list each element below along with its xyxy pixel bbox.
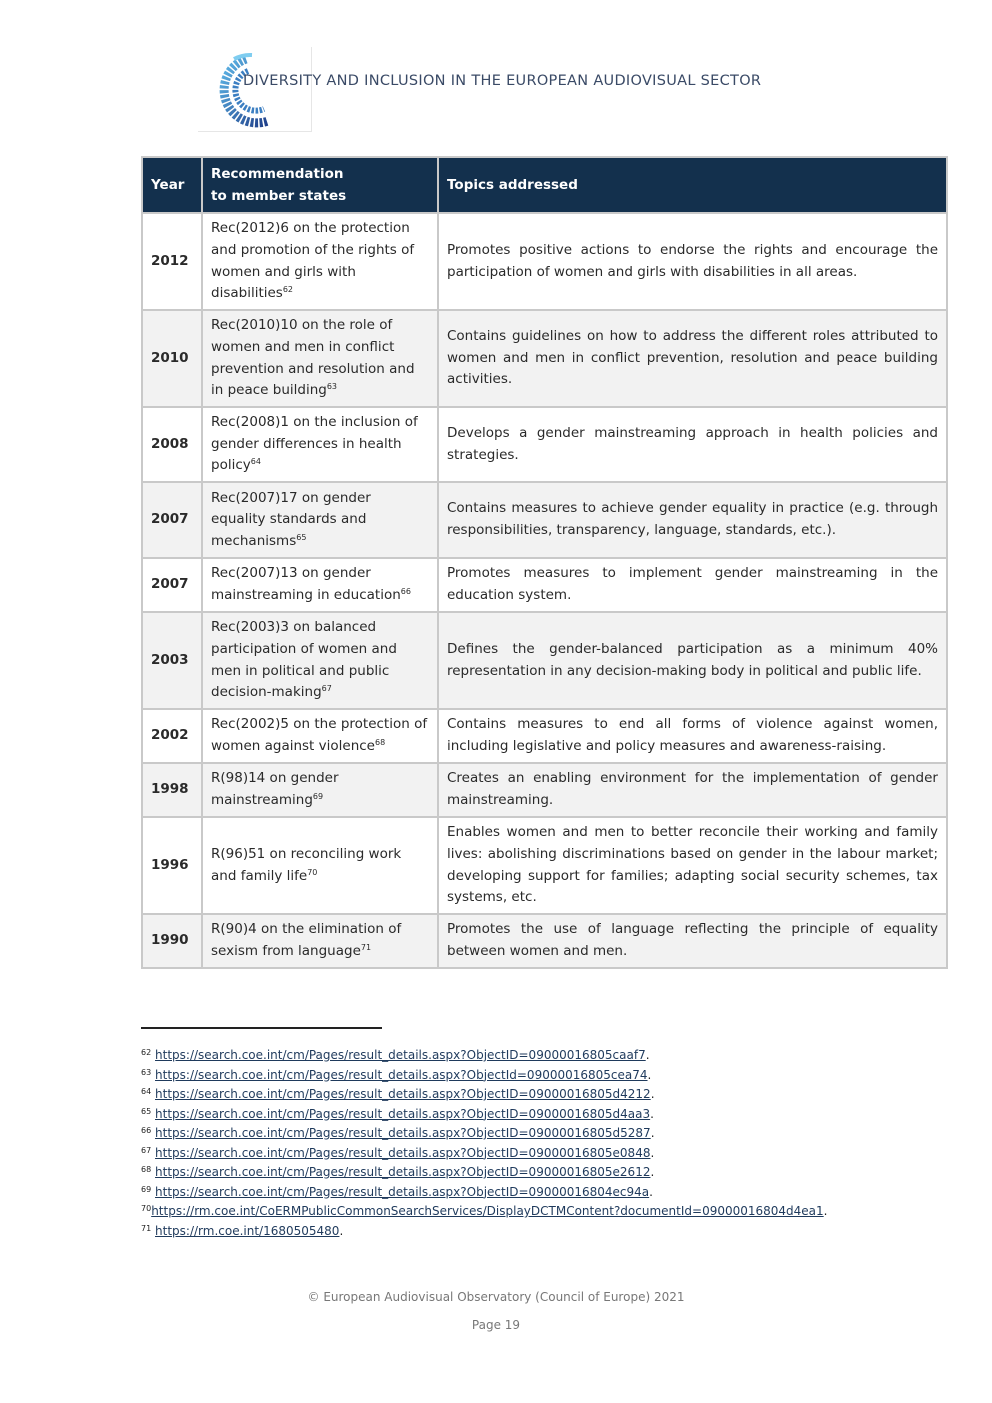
footnote — [141, 1222, 861, 1242]
footnote-number: 65 — [141, 1106, 152, 1116]
row-topic: Enables women and men to better reconcile their working and family lives: abolishing discriminations based on gender in the labour market; developing support for families; adapting social security schemes, tax systems, etc. — [438, 817, 947, 914]
footnote-link[interactable]: https://search.coe.int/cm/Pages/result_details.aspx?ObjectID=09000016805d4aa3 — [155, 1106, 651, 1121]
row-recommendation — [202, 213, 438, 310]
row-year: 2002 — [142, 709, 202, 763]
table-row — [142, 482, 947, 558]
recommendation-text: R(98)14 on gender mainstreaming — [211, 770, 339, 808]
footnote — [141, 1144, 861, 1164]
footnote-ref[interactable]: 62 — [282, 285, 294, 295]
recommendation-text: Rec(2012)6 on the protection and promotion of the rights of women and girls with disabilities — [211, 220, 415, 302]
col-header-topics: Topics addressed — [438, 157, 947, 213]
footnote-ref[interactable]: 65 — [296, 532, 307, 542]
row-year: 2007 — [142, 482, 202, 558]
row-topic: Creates an enabling environment for the implementation of gender mainstreaming. — [438, 763, 947, 817]
table-row — [142, 914, 947, 968]
footnote-ref[interactable]: 71 — [360, 943, 372, 952]
row-recommendation — [202, 763, 438, 817]
footnote-ref[interactable]: 69 — [312, 792, 324, 801]
row-recommendation — [202, 310, 438, 407]
footnote-number: 68 — [141, 1165, 152, 1174]
observatory-logo-icon — [198, 47, 311, 131]
footnote-link[interactable]: https://search.coe.int/cm/Pages/result_details.aspx?ObjectID=09000016805e2612 — [155, 1165, 651, 1179]
footnote-number: 70 — [141, 1204, 152, 1213]
row-recommendation — [202, 558, 438, 612]
footnote-ref[interactable]: 63 — [326, 382, 338, 392]
footnote-link[interactable]: https://search.coe.int/cm/Pages/result_details.aspx?ObjectId=09000016805cea74 — [155, 1067, 648, 1082]
row-year: 2003 — [142, 612, 202, 709]
footnote-ref[interactable]: 70 — [307, 867, 318, 877]
row-topic: Defines the gender-balanced participation as a minimum 40% representation in any decision-making body in political and public life. — [438, 612, 947, 709]
footnote — [141, 1066, 861, 1086]
header-title: DIVERSITY AND INCLUSION IN THE EUROPEAN AUDIOVISUAL SECTOR — [243, 73, 762, 89]
footnote-link[interactable]: https://search.coe.int/cm/Pages/result_details.aspx?ObjectID=09000016805e0848 — [155, 1145, 651, 1160]
copyright-notice: © European Audiovisual Observatory (Council of Europe) 2021 — [307, 1290, 685, 1304]
footnote-ref[interactable]: 66 — [400, 587, 411, 596]
footnote — [141, 1183, 861, 1203]
footnote-tail: . — [823, 1204, 828, 1218]
row-recommendation — [202, 709, 438, 763]
table-row — [142, 709, 947, 763]
row-year: 2008 — [142, 407, 202, 482]
row-year: 2010 — [142, 310, 202, 407]
footnote-separator — [141, 1027, 382, 1029]
row-year: 1998 — [142, 763, 202, 817]
footnote-tail: . — [650, 1106, 654, 1121]
footnote-number: 63 — [141, 1067, 152, 1077]
footnote-ref[interactable]: 68 — [374, 738, 386, 747]
row-year: 1990 — [142, 914, 202, 968]
table-row — [142, 213, 947, 310]
recommendation-text: R(90)4 on the elimination of sexism from language — [211, 921, 402, 959]
row-year: 1996 — [142, 817, 202, 914]
footnote-link[interactable]: https://rm.coe.int/1680505480 — [155, 1223, 340, 1238]
table-row — [142, 310, 947, 407]
recommendation-text: R(96)51 on reconciling work and family life — [211, 845, 402, 884]
footnote-tail: . — [650, 1126, 655, 1140]
footnote-link[interactable]: https://search.coe.int/cm/Pages/result_details.aspx?ObjectID=09000016805d5287 — [155, 1126, 651, 1140]
page-number: Page 19 — [471, 1318, 521, 1332]
footnote-tail: . — [647, 1067, 652, 1082]
row-recommendation — [202, 482, 438, 558]
row-topic: Contains guidelines on how to address the different roles attributed to women and men in conflict prevention, resolution and peace building activities. — [438, 310, 947, 407]
footnote-tail: . — [645, 1048, 650, 1062]
footnote — [141, 1124, 861, 1144]
recommendation-text: Rec(2003)3 on balanced participation of women and men in political and public decision-making — [211, 619, 397, 701]
col-header-recommendation-line2: to member states — [211, 188, 347, 204]
recommendation-text: Rec(2007)13 on gender mainstreaming in education — [211, 565, 401, 603]
recommendation-text: Rec(2007)17 on gender equality standards and mechanisms — [211, 489, 371, 549]
row-year: 2012 — [142, 213, 202, 310]
footnote — [141, 1105, 861, 1125]
footnotes — [141, 1046, 861, 1241]
footnote-ref[interactable]: 67 — [321, 684, 332, 694]
footnote-tail: . — [650, 1145, 655, 1160]
footnote-link[interactable]: https://search.coe.int/cm/Pages/result_details.aspx?ObjectID=09000016805caaf7 — [155, 1048, 646, 1062]
recommendation-text: Rec(2010)10 on the role of women and men in conflict prevention and resolution and in peace building — [211, 317, 415, 399]
footnote-number: 67 — [141, 1145, 152, 1155]
table-row — [142, 407, 947, 482]
footnote — [141, 1163, 861, 1183]
table-row — [142, 558, 947, 612]
row-topic: Promotes positive actions to endorse the rights and encourage the participation of women and girls with disabilities in all areas. — [438, 213, 947, 310]
footnote-link[interactable]: https://search.coe.int/cm/Pages/result_details.aspx?ObjectID=09000016804ec94a — [155, 1184, 650, 1199]
page-header — [198, 47, 798, 131]
footnote — [141, 1085, 861, 1105]
footnote-number: 62 — [141, 1048, 152, 1057]
row-topic: Contains measures to achieve gender equality in practice (e.g. through responsibilities, transparency, language, standards, etc.). — [438, 482, 947, 558]
row-topic: Promotes measures to implement gender mainstreaming in the education system. — [438, 558, 947, 612]
footnote-link[interactable]: https://rm.coe.int/CoERMPublicCommonSearchServices/DisplayDCTMContent?documentId=09000016804d4ea1 — [151, 1204, 824, 1218]
table-row — [142, 817, 947, 914]
row-topic: Contains measures to end all forms of violence against women, including legislative and policy measures and awareness-raising. — [438, 709, 947, 763]
row-recommendation — [202, 817, 438, 914]
table-row — [142, 612, 947, 709]
col-header-recommendation-line1: Recommendation — [211, 166, 344, 182]
footnote-ref[interactable]: 64 — [250, 457, 261, 467]
row-year: 2007 — [142, 558, 202, 612]
row-recommendation — [202, 407, 438, 482]
footnote-number: 69 — [141, 1184, 152, 1194]
recommendation-text: Rec(2008)1 on the inclusion of gender differences in health policy — [211, 414, 418, 474]
recommendations-table — [141, 156, 948, 969]
col-header-year: Year — [142, 157, 202, 213]
table-row — [142, 763, 947, 817]
footnote-tail: . — [650, 1087, 655, 1101]
footnote-tail: . — [339, 1223, 344, 1238]
table-header-row — [142, 157, 947, 213]
footnote-number: 64 — [141, 1087, 152, 1096]
footnote-tail: . — [649, 1184, 653, 1199]
row-topic: Develops a gender mainstreaming approach in health policies and strategies. — [438, 407, 947, 482]
row-recommendation — [202, 914, 438, 968]
footnote — [141, 1202, 861, 1222]
col-header-recommendation — [202, 157, 438, 213]
row-topic: Promotes the use of language reflecting the principle of equality between women and men. — [438, 914, 947, 968]
footnote — [141, 1046, 861, 1066]
row-recommendation — [202, 612, 438, 709]
footnote-link[interactable]: https://search.coe.int/cm/Pages/result_details.aspx?ObjectID=09000016805d4212 — [155, 1087, 651, 1101]
footnote-number: 66 — [141, 1126, 152, 1135]
observatory-logo — [198, 47, 312, 132]
footnote-number: 71 — [141, 1223, 152, 1233]
footnote-tail: . — [650, 1165, 655, 1179]
recommendation-text: Rec(2002)5 on the protection of women against violence — [211, 716, 428, 754]
